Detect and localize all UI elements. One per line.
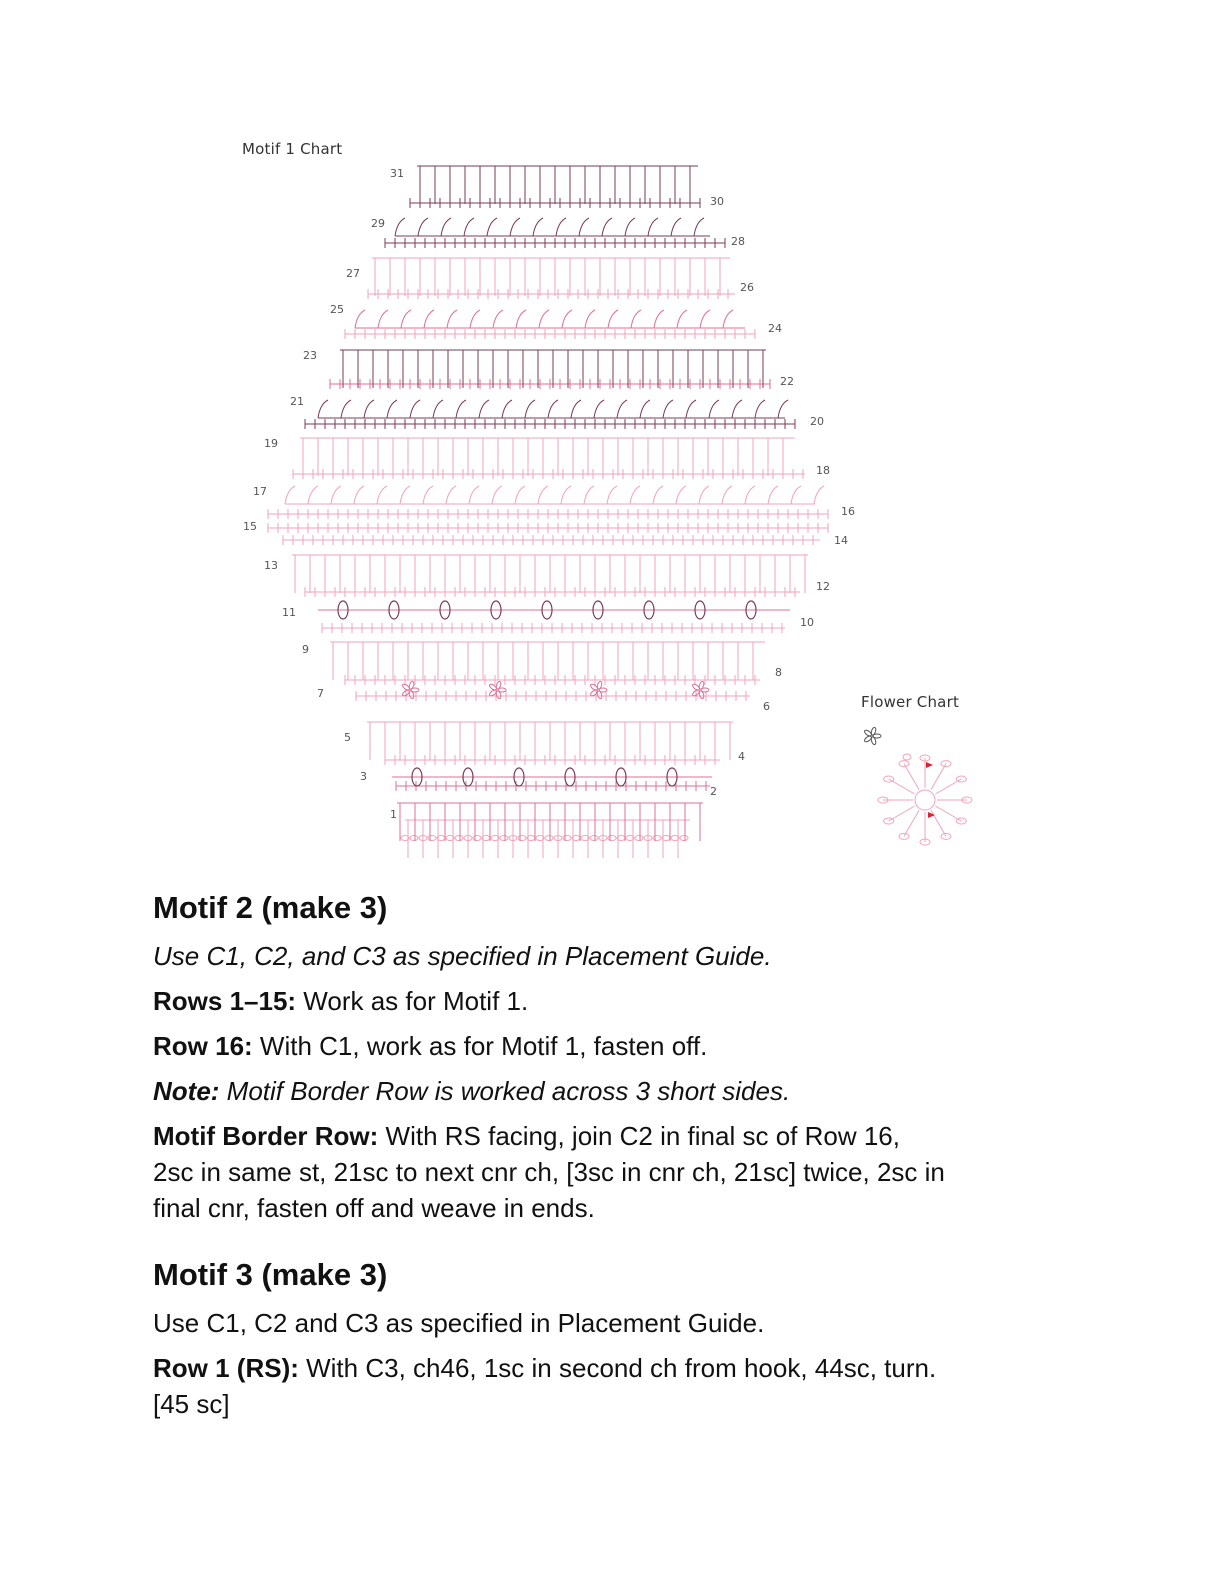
chain-mark bbox=[428, 836, 436, 841]
row-number-label: 25 bbox=[330, 303, 344, 316]
chain-mark bbox=[410, 836, 418, 841]
cluster-mark bbox=[694, 218, 704, 236]
cluster-mark bbox=[479, 400, 489, 418]
cluster-mark bbox=[722, 486, 732, 504]
cluster-mark bbox=[791, 486, 801, 504]
cluster-mark bbox=[630, 486, 640, 504]
flower-chart-mark bbox=[931, 764, 946, 790]
cluster-mark bbox=[516, 310, 526, 328]
cluster-mark bbox=[410, 400, 420, 418]
cluster-mark bbox=[318, 400, 328, 418]
cluster-mark bbox=[671, 218, 681, 236]
row-number-label: 7 bbox=[317, 687, 324, 700]
cluster-mark bbox=[607, 486, 617, 504]
cluster-mark bbox=[579, 218, 589, 236]
cluster-mark bbox=[400, 486, 410, 504]
cluster-mark bbox=[502, 400, 512, 418]
chain-mark bbox=[518, 836, 526, 841]
note-text: Motif Border Row is worked across 3 short sides. bbox=[219, 1076, 791, 1106]
row-number-label: 19 bbox=[264, 437, 278, 450]
border-row-text-2: 2sc in same st, 21sc to next cnr ch, [3sc in cnr ch, 21sc] twice, 2sc in bbox=[153, 1157, 945, 1187]
cluster-mark bbox=[377, 486, 387, 504]
cluster-mark bbox=[418, 218, 428, 236]
cluster-mark bbox=[686, 400, 696, 418]
motif2-heading: Motif 2 (make 3) bbox=[153, 890, 388, 925]
chain-mark bbox=[563, 836, 571, 841]
chain-mark bbox=[635, 836, 643, 841]
cluster-mark bbox=[364, 400, 374, 418]
cluster-mark bbox=[493, 310, 503, 328]
row-number-label: 28 bbox=[731, 235, 745, 248]
cluster-mark bbox=[677, 310, 687, 328]
cluster-mark bbox=[447, 310, 457, 328]
row-number-label: 8 bbox=[775, 666, 782, 679]
motif3-heading: Motif 3 (make 3) bbox=[153, 1257, 388, 1292]
cluster-mark bbox=[745, 486, 755, 504]
row-number-label: 5 bbox=[344, 731, 351, 744]
row-number-label: 11 bbox=[282, 606, 296, 619]
row-number-label: 20 bbox=[810, 415, 824, 428]
cluster-mark bbox=[378, 310, 388, 328]
cluster-mark bbox=[355, 310, 365, 328]
cluster-mark bbox=[625, 218, 635, 236]
flower-chart-mark bbox=[904, 810, 919, 836]
row-number-label: 31 bbox=[390, 167, 404, 180]
cluster-mark bbox=[571, 400, 581, 418]
row-number-label: 27 bbox=[346, 267, 360, 280]
row-number-label: 15 bbox=[243, 520, 257, 533]
cluster-mark bbox=[441, 218, 451, 236]
flower-chart-ring bbox=[915, 790, 935, 810]
row-number-label: 26 bbox=[740, 281, 754, 294]
cluster-mark bbox=[640, 400, 650, 418]
row-number-label: 2 bbox=[710, 785, 717, 798]
motif3-row-1 bbox=[153, 1350, 1083, 1422]
chain-mark bbox=[473, 836, 481, 841]
rows-1-15-label: Rows 1–15: bbox=[153, 986, 297, 1016]
row-number-label: 24 bbox=[768, 322, 782, 335]
row-16-text: With C1, work as for Motif 1, fasten off. bbox=[252, 1031, 708, 1061]
cluster-mark bbox=[515, 486, 525, 504]
cluster-mark bbox=[768, 486, 778, 504]
flower-chart-mark bbox=[903, 754, 911, 760]
border-row-label: Motif Border Row: bbox=[153, 1121, 379, 1151]
cluster-mark bbox=[533, 218, 543, 236]
cluster-mark bbox=[354, 486, 364, 504]
cluster-mark bbox=[424, 310, 434, 328]
chain-mark bbox=[653, 836, 661, 841]
cluster-mark bbox=[401, 310, 411, 328]
chain-mark bbox=[590, 836, 598, 841]
cluster-mark bbox=[814, 486, 824, 504]
cluster-mark bbox=[487, 218, 497, 236]
motif1-chart-title: Motif 1 Chart bbox=[242, 140, 343, 158]
motif2-border-row bbox=[153, 1118, 1083, 1226]
row-number-label: 22 bbox=[780, 375, 794, 388]
row-number-label: 9 bbox=[302, 643, 309, 656]
cluster-mark bbox=[510, 218, 520, 236]
rows-1-15-text: Work as for Motif 1. bbox=[296, 986, 529, 1016]
row-number-label: 4 bbox=[738, 750, 745, 763]
cluster-mark bbox=[663, 400, 673, 418]
row-number-label: 13 bbox=[264, 559, 278, 572]
row-number-label: 3 bbox=[360, 770, 367, 783]
cluster-mark bbox=[331, 486, 341, 504]
chain-mark bbox=[500, 836, 508, 841]
cluster-mark bbox=[654, 310, 664, 328]
cluster-mark bbox=[602, 218, 612, 236]
row-number-label: 1 bbox=[390, 808, 397, 821]
pattern-text bbox=[153, 888, 1083, 1431]
flower-chart-arrow bbox=[926, 762, 933, 768]
cluster-mark bbox=[470, 310, 480, 328]
cluster-mark bbox=[617, 400, 627, 418]
note-label: Note: bbox=[153, 1076, 220, 1106]
cluster-mark bbox=[594, 400, 604, 418]
cluster-mark bbox=[341, 400, 351, 418]
cluster-mark bbox=[539, 310, 549, 328]
cluster-mark bbox=[561, 486, 571, 504]
cluster-mark bbox=[699, 486, 709, 504]
cluster-mark bbox=[608, 310, 618, 328]
cluster-mark bbox=[700, 310, 710, 328]
row-number-label: 17 bbox=[253, 485, 267, 498]
motif3-intro: Use C1, C2 and C3 as specified in Placement Guide. bbox=[153, 1308, 765, 1338]
row-number-label: 10 bbox=[800, 616, 814, 629]
cluster-mark bbox=[387, 400, 397, 418]
chain-mark bbox=[680, 836, 688, 841]
row-number-label: 12 bbox=[816, 580, 830, 593]
chain-mark bbox=[545, 836, 553, 841]
cluster-mark bbox=[464, 218, 474, 236]
row-number-label: 23 bbox=[303, 349, 317, 362]
cluster-mark bbox=[709, 400, 719, 418]
cluster-mark bbox=[492, 486, 502, 504]
cluster-mark bbox=[469, 486, 479, 504]
cluster-mark bbox=[723, 310, 733, 328]
chain-mark bbox=[455, 836, 463, 841]
cluster-mark bbox=[433, 400, 443, 418]
motif2-rows-1-15 bbox=[153, 983, 1083, 1019]
row-number-label: 29 bbox=[371, 217, 385, 230]
cluster-mark bbox=[755, 400, 765, 418]
row-number-label: 18 bbox=[816, 464, 830, 477]
cluster-mark bbox=[423, 486, 433, 504]
cluster-mark bbox=[648, 218, 658, 236]
row-1-label: Row 1 (RS): bbox=[153, 1353, 299, 1383]
cluster-mark bbox=[308, 486, 318, 504]
flower-chart-arrow bbox=[928, 812, 935, 818]
row-number-label: 16 bbox=[841, 505, 855, 518]
row-1-text-2: [45 sc] bbox=[153, 1389, 230, 1419]
row-number-label: 6 bbox=[763, 700, 770, 713]
row-1-text-1: With C3, ch46, 1sc in second ch from hook, 44sc, turn. bbox=[298, 1353, 937, 1383]
border-row-text-1: With RS facing, join C2 in final sc of Row 16, bbox=[378, 1121, 900, 1151]
cluster-mark bbox=[285, 486, 295, 504]
motif2-row-16 bbox=[153, 1028, 1083, 1064]
row-number-label: 21 bbox=[290, 395, 304, 408]
cluster-mark bbox=[446, 486, 456, 504]
flower-chart-mark bbox=[904, 764, 919, 790]
cluster-mark bbox=[525, 400, 535, 418]
cluster-mark bbox=[395, 218, 405, 236]
cluster-mark bbox=[584, 486, 594, 504]
cluster-mark bbox=[732, 400, 742, 418]
chain-mark bbox=[608, 836, 616, 841]
flower-chart-title: Flower Chart bbox=[861, 693, 960, 711]
cluster-mark bbox=[778, 400, 788, 418]
cluster-mark bbox=[456, 400, 466, 418]
cluster-mark bbox=[631, 310, 641, 328]
cluster-mark bbox=[548, 400, 558, 418]
motif2-intro: Use C1, C2, and C3 as specified in Placement Guide. bbox=[153, 941, 772, 971]
row-number-label: 14 bbox=[834, 534, 848, 547]
cluster-mark bbox=[653, 486, 663, 504]
border-row-text-3: final cnr, fasten off and weave in ends. bbox=[153, 1193, 595, 1223]
row-16-label: Row 16: bbox=[153, 1031, 253, 1061]
motif2-note bbox=[153, 1073, 1083, 1109]
cluster-mark bbox=[676, 486, 686, 504]
cluster-mark bbox=[556, 218, 566, 236]
cluster-mark bbox=[585, 310, 595, 328]
cluster-mark bbox=[538, 486, 548, 504]
row-number-label: 30 bbox=[710, 195, 724, 208]
cluster-mark bbox=[562, 310, 572, 328]
